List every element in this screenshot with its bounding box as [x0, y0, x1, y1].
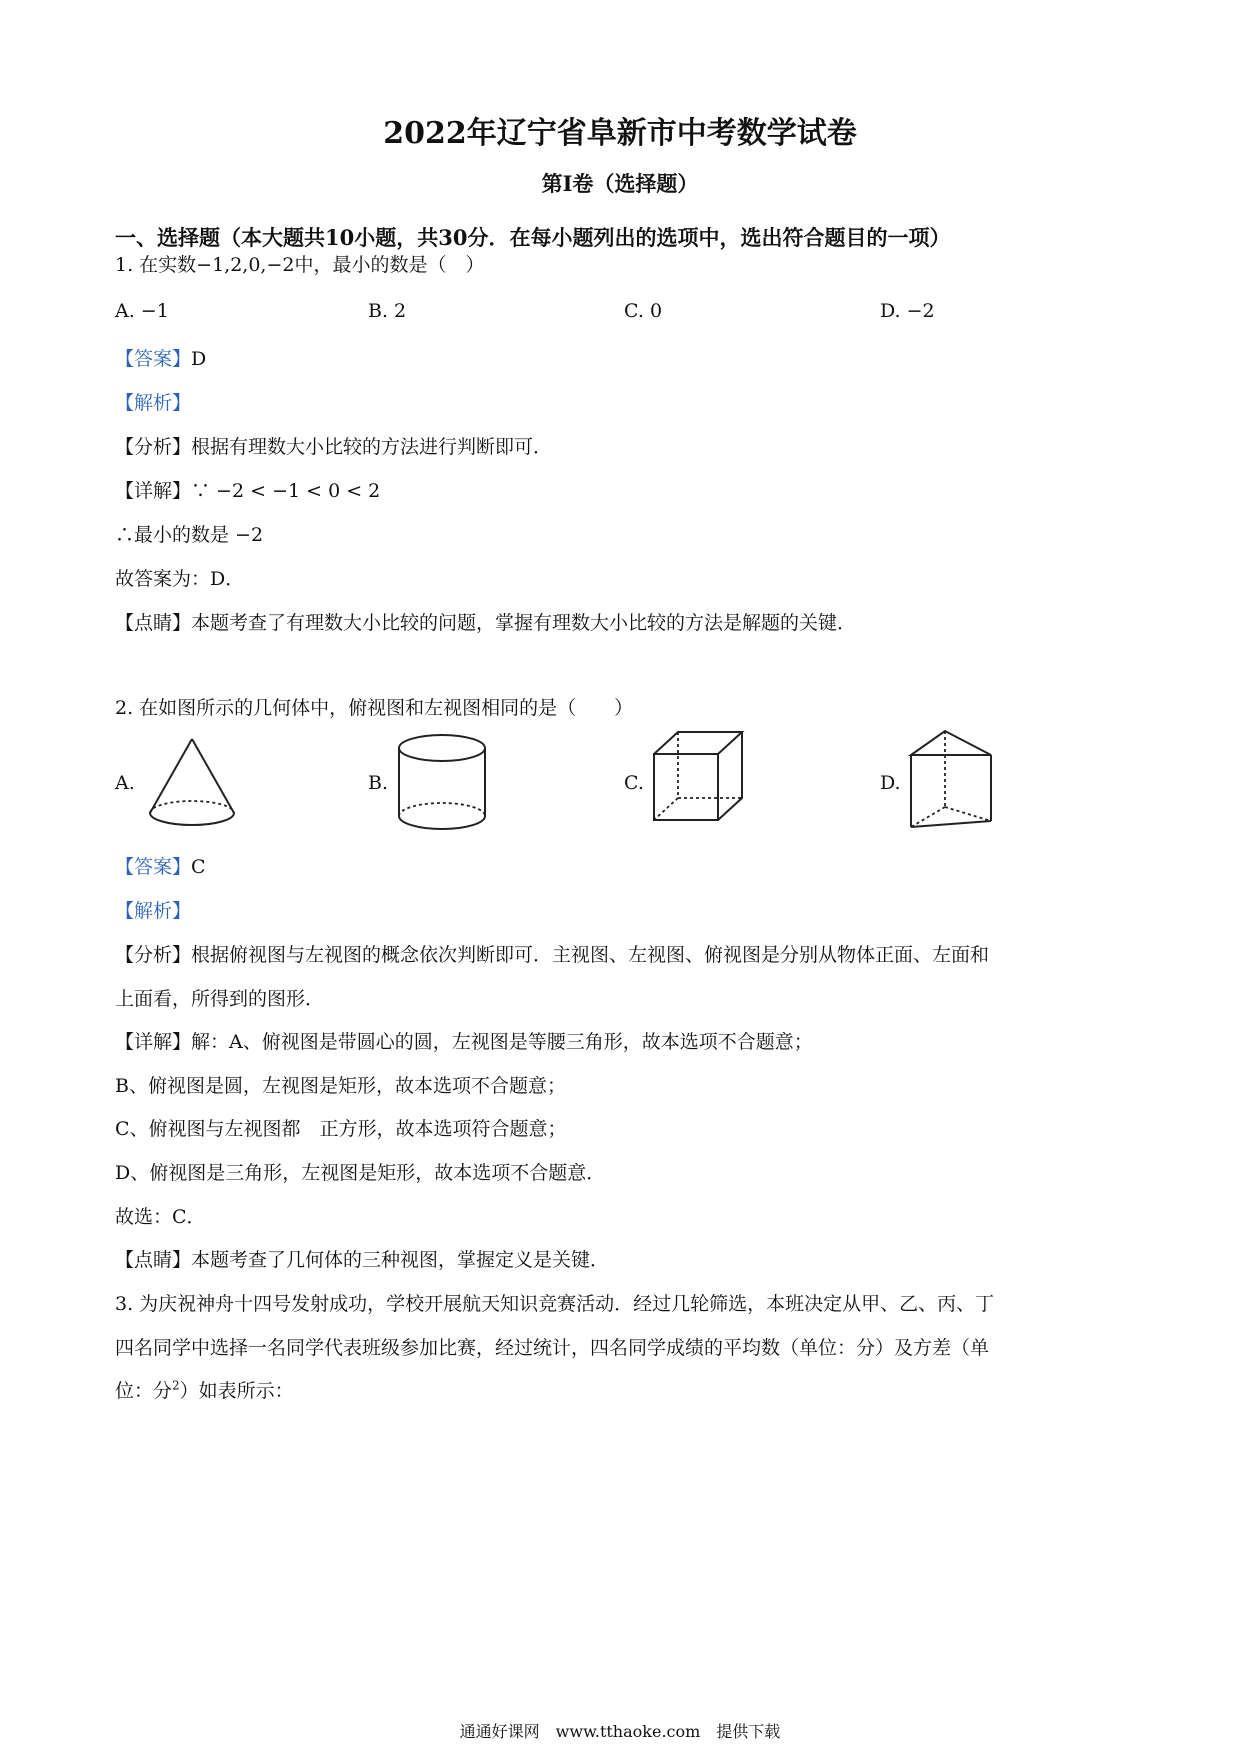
q2-analysis-1 — [115, 940, 989, 967]
q1-final: 故答案为：D． — [115, 568, 245, 590]
cube-icon — [650, 728, 750, 828]
q2-label-a: A. — [115, 772, 135, 794]
q2-label-c: C. — [624, 772, 644, 794]
q3-unit-text: 位：分 — [115, 1380, 173, 1402]
answer-tag: 【答案】 — [115, 856, 192, 878]
q2-analysis-2: 上面看，所得到的图形． — [115, 988, 325, 1010]
volume-subtitle: 第Ⅰ卷（选择题） — [541, 171, 699, 196]
detail-tag: 【详解】 — [115, 480, 192, 502]
q2-comment — [115, 1245, 609, 1272]
q2-label-d: D. — [880, 772, 901, 794]
detail-text: ∵ −2 < −1 < 0 < 2 — [191, 480, 381, 502]
q1-option-c: C. 0 — [624, 300, 663, 322]
q2-detail — [115, 1027, 813, 1054]
q1-detail — [115, 476, 380, 503]
q1-option-a: A. −1 — [115, 300, 169, 322]
detail-tag: 【详解】 — [115, 1031, 192, 1053]
cylinder-icon — [392, 730, 492, 835]
q3-unit-sup: 2 — [172, 1378, 180, 1393]
detail-text: 解：A、俯视图是带圆心的圆，左视图是等腰三角形，故本选项不合题意； — [191, 1031, 813, 1053]
q1-jiexi-tag: 【解析】 — [115, 392, 192, 414]
analysis-text: 根据俯视图与左视图的概念依次判断即可．主视图、左视图、俯视图是分别从物体正面、左面和 — [191, 944, 990, 966]
q3-line-1: 3. 为庆祝神舟十四号发射成功，学校开展航天知识竞赛活动．经过几轮筛选，本班决定从甲、乙、丙、丁 — [115, 1293, 995, 1315]
section-heading: 一、选择题（本大题共10小题，共30分．在每小题列出的选项中，选出符合题目的一项） — [115, 225, 951, 250]
page-title: 2022年辽宁省阜新市中考数学试卷 — [383, 116, 857, 151]
q1-option-d: D. −2 — [880, 300, 935, 322]
q2-jiexi-tag: 【解析】 — [115, 900, 192, 922]
comment-text: 本题考查了几何体的三种视图，掌握定义是关键． — [191, 1249, 610, 1271]
q3-unit-tail: ）如表所示： — [179, 1380, 294, 1402]
comment-text: 本题考查了有理数大小比较的问题，掌握有理数大小比较的方法是解题的关键． — [191, 612, 857, 634]
q1-answer — [115, 344, 206, 371]
answer-value: C — [191, 856, 206, 878]
q3-line-2: 四名同学中选择一名同学代表班级参加比赛，经过统计，四名同学成绩的平均数（单位：分）及方差（单 — [115, 1337, 990, 1359]
page-footer: 通通好课网 www.tthaoke.com 提供下载 — [459, 1722, 781, 1741]
q1-option-b: B. 2 — [368, 300, 407, 322]
q1-comment — [115, 608, 856, 635]
analysis-tag: 【分析】 — [115, 436, 192, 458]
triangular-prism-icon — [905, 727, 1000, 835]
q2-line-c: C、俯视图与左视图都 正方形，故本选项符合题意； — [115, 1118, 567, 1140]
analysis-tag: 【分析】 — [115, 944, 192, 966]
comment-tag: 【点睛】 — [115, 1249, 192, 1271]
q2-line-d: D、俯视图是三角形，左视图是矩形，故本选项不合题意． — [115, 1162, 606, 1184]
q3-line-3 — [115, 1376, 294, 1403]
q1-stem: 1. 在实数−1,2,0,−2中，最小的数是（ ） — [115, 254, 485, 276]
q1-analysis — [115, 432, 552, 459]
q1-conclusion: ∴最小的数是 −2 — [115, 524, 264, 546]
q2-stem: 2. 在如图所示的几何体中，俯视图和左视图相同的是（ ） — [115, 697, 634, 719]
q2-label-b: B. — [368, 772, 389, 794]
q2-choose: 故选：C． — [115, 1206, 206, 1228]
answer-tag: 【答案】 — [115, 348, 192, 370]
cone-icon — [140, 735, 250, 835]
q2-line-b: B、俯视图是圆，左视图是矩形，故本选项不合题意； — [115, 1075, 566, 1097]
answer-value: D — [191, 348, 207, 370]
analysis-text: 根据有理数大小比较的方法进行判断即可． — [191, 436, 553, 458]
q2-answer — [115, 852, 206, 879]
comment-tag: 【点睛】 — [115, 612, 192, 634]
